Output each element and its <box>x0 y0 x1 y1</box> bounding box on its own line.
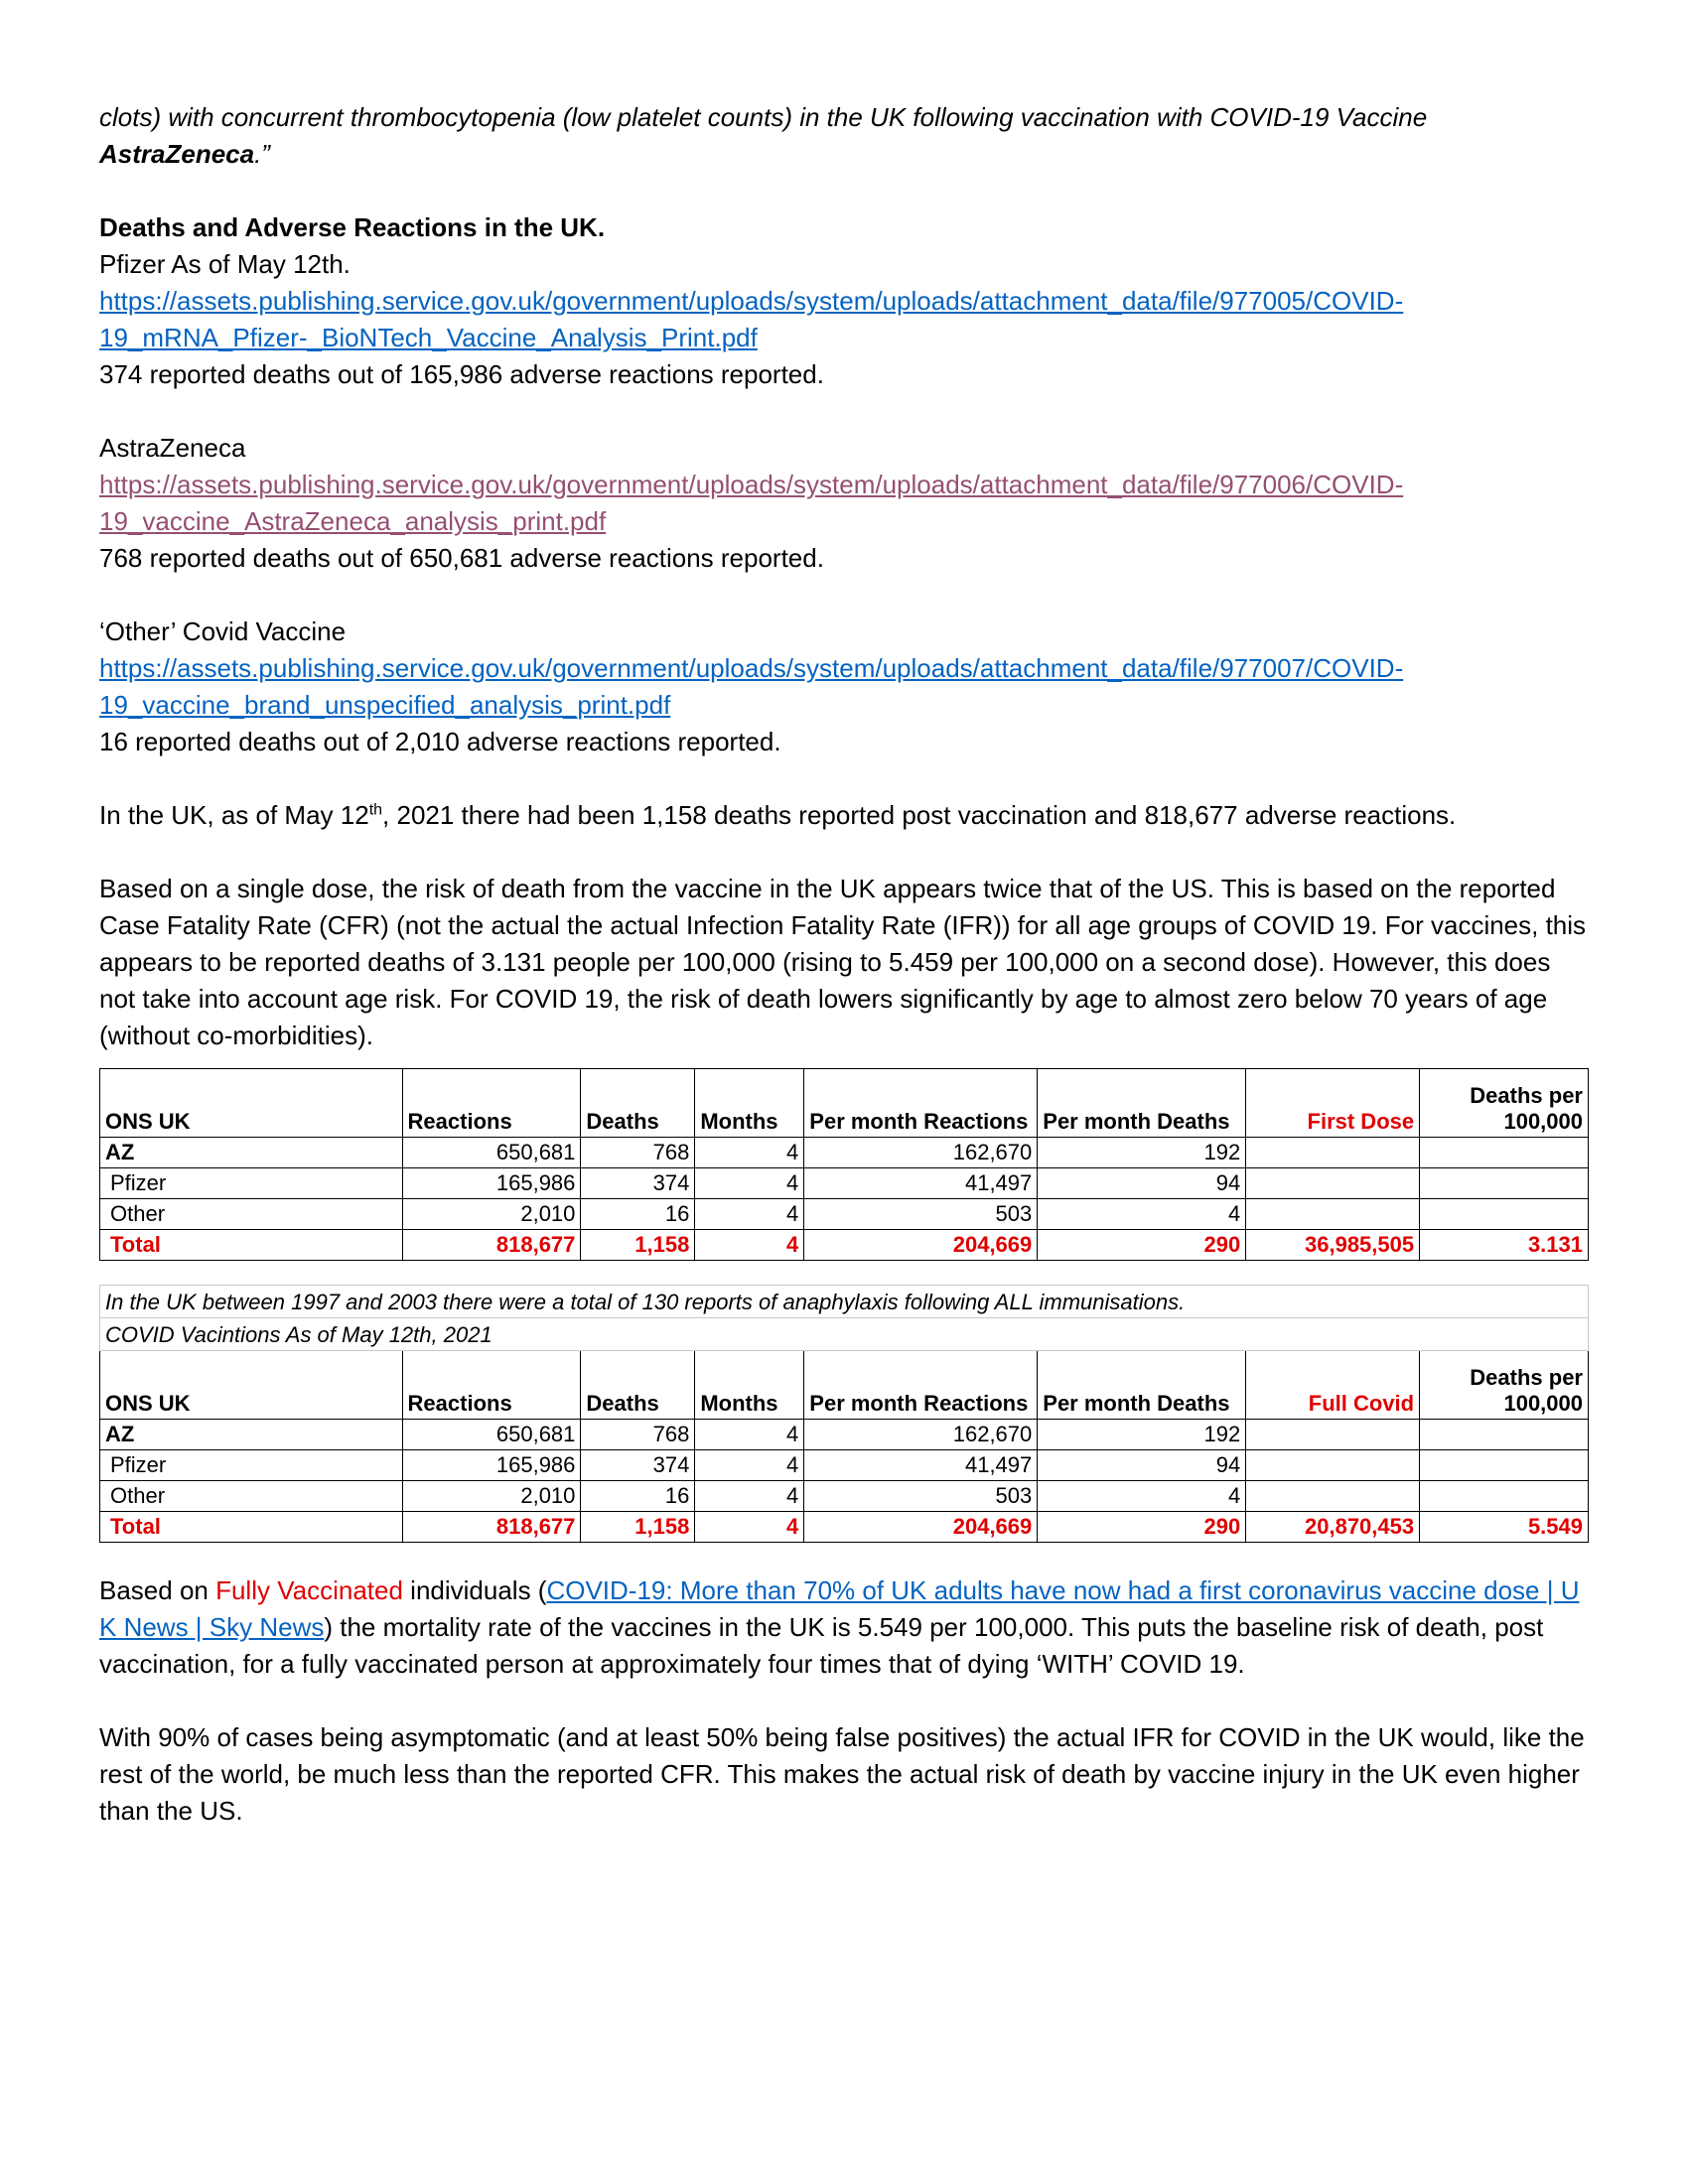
table-note-row <box>100 1318 1589 1351</box>
table-cell: 165,986 <box>402 1168 581 1199</box>
row-label: AZ <box>100 1420 403 1450</box>
table-cell: 204,669 <box>804 1230 1038 1261</box>
row-label: Total <box>100 1512 403 1543</box>
closing-paragraph-1 <box>99 1572 1589 1683</box>
quote-paragraph <box>99 99 1589 173</box>
table-cell <box>1246 1199 1420 1230</box>
table-cell: 818,677 <box>402 1230 581 1261</box>
table-cell: 4 <box>695 1420 804 1450</box>
table-header-row <box>100 1069 1589 1138</box>
header-cell: ONS UK <box>100 1069 403 1138</box>
closing-paragraph-2: With 90% of cases being asymptomatic (and at least 50% being false positives) the actual IFR for COVID in the UK would, like the rest of the world, be much less than the reported CFR. This makes the actual risk of death by vaccine injury in the UK even higher than the US. <box>99 1722 1585 1826</box>
table-cell: 204,669 <box>804 1512 1038 1543</box>
table-cell <box>1420 1420 1589 1450</box>
az-stats: 768 reported deaths out of 650,681 adverse reactions reported. <box>99 543 824 573</box>
pfizer-link[interactable] <box>99 286 1403 352</box>
fully-vaccinated-highlight: Fully Vaccinated <box>215 1575 403 1605</box>
sky-news-link[interactable]: COVID-19: More than 70% of UK adults have now had a first coronavirus vaccine dose | UK News | Sky News <box>99 1575 1580 1642</box>
other-link-line1: https://assets.publishing.service.gov.uk/government/uploads/system/uploads/attachment_data/file/977007/COVID- <box>99 653 1404 683</box>
table-cell <box>1420 1481 1589 1512</box>
table-cell: 818,677 <box>402 1512 581 1543</box>
table-cell: 503 <box>804 1199 1038 1230</box>
full-covid-table <box>99 1285 1589 1543</box>
table-cell: 4 <box>695 1450 804 1481</box>
table-cell: 768 <box>581 1138 695 1168</box>
table-cell: 290 <box>1038 1230 1246 1261</box>
other-link[interactable] <box>99 653 1403 720</box>
table-cell: 16 <box>581 1481 695 1512</box>
table-cell: 4 <box>1038 1199 1246 1230</box>
header-cell: Per month Deaths <box>1038 1351 1246 1420</box>
table-cell: 41,497 <box>804 1168 1038 1199</box>
table-cell: 650,681 <box>402 1138 581 1168</box>
first-dose-table <box>99 1068 1589 1261</box>
table-cell: 2,010 <box>402 1199 581 1230</box>
table-cell: 192 <box>1038 1138 1246 1168</box>
table-cell <box>1246 1138 1420 1168</box>
header-cell: Months <box>695 1069 804 1138</box>
table-cell <box>1420 1138 1589 1168</box>
row-label: AZ <box>100 1138 403 1168</box>
az-link-line1: https://assets.publishing.service.gov.uk/government/uploads/system/uploads/attachment_data/file/977006/COVID- <box>99 470 1404 499</box>
table-cell <box>1420 1168 1589 1199</box>
header-cell: Deaths per 100,000 <box>1420 1069 1589 1138</box>
table-cell: 4 <box>1038 1481 1246 1512</box>
header-cell: Per month Reactions <box>804 1351 1038 1420</box>
table-cell <box>1246 1481 1420 1512</box>
table-cell: 1,158 <box>581 1230 695 1261</box>
table-cell: 192 <box>1038 1420 1246 1450</box>
table-note-row <box>100 1286 1589 1318</box>
table-row <box>100 1199 1589 1230</box>
table-cell: 374 <box>581 1450 695 1481</box>
document-body <box>99 99 1589 1830</box>
table-cell <box>1420 1450 1589 1481</box>
row-label: Other <box>100 1481 403 1512</box>
az-label: AstraZeneca <box>99 433 246 463</box>
header-cell: ONS UK <box>100 1351 403 1420</box>
pfizer-link-block <box>99 283 1589 356</box>
summary-p1-rest: , 2021 there had been 1,158 deaths reported post vaccination and 818,677 adverse reactions. <box>382 800 1457 830</box>
row-label: Pfizer <box>100 1168 403 1199</box>
pfizer-stats: 374 reported deaths out of 165,986 adverse reactions reported. <box>99 359 824 389</box>
table-cell: 503 <box>804 1481 1038 1512</box>
header-cell: Deaths <box>581 1069 695 1138</box>
table-cell: 36,985,505 <box>1246 1230 1420 1261</box>
table-cell: 650,681 <box>402 1420 581 1450</box>
table-row <box>100 1481 1589 1512</box>
header-cell: Deaths <box>581 1351 695 1420</box>
header-cell: Per month Deaths <box>1038 1069 1246 1138</box>
closing-p1-mid: individuals ( <box>402 1575 547 1605</box>
other-stats: 16 reported deaths out of 2,010 adverse reactions reported. <box>99 727 781 756</box>
table-cell: 4 <box>695 1199 804 1230</box>
quote-text: clots) with concurrent thrombocytopenia (low platelet counts) in the UK following vaccination with COVID-19 Vaccine <box>99 102 1428 132</box>
pfizer-link-line1: https://assets.publishing.service.gov.uk/government/uploads/system/uploads/attachment_data/file/977005/COVID- <box>99 286 1404 316</box>
other-link-line2: 19_vaccine_brand_unspecified_analysis_print.pdf <box>99 690 671 720</box>
table-cell <box>1420 1199 1589 1230</box>
table-cell: 94 <box>1038 1168 1246 1199</box>
pfizer-link-line2: 19_mRNA_Pfizer-_BioNTech_Vaccine_Analysis_Print.pdf <box>99 323 758 352</box>
row-label: Pfizer <box>100 1450 403 1481</box>
row-label: Total <box>100 1230 403 1261</box>
header-cell: First Dose <box>1246 1069 1420 1138</box>
table-cell: 3.131 <box>1420 1230 1589 1261</box>
table-cell: 1,158 <box>581 1512 695 1543</box>
table-cell: 4 <box>695 1481 804 1512</box>
table-total-row <box>100 1512 1589 1543</box>
az-link-block <box>99 467 1589 540</box>
table-cell <box>1246 1420 1420 1450</box>
header-cell: Deaths per 100,000 <box>1420 1351 1589 1420</box>
summary-paragraph-1 <box>99 797 1589 834</box>
table-row <box>100 1420 1589 1450</box>
quote-end: .” <box>254 139 270 169</box>
summary-paragraph-2: Based on a single dose, the risk of death from the vaccine in the UK appears twice that of the US. This is based on the reported Case Fatality Rate (CFR) (not the actual the actual Infection Fatality Rate (IFR)) for all age groups of COVID 19. For vaccines, this appears to be reported deaths of 3.131 people per 100,000 (rising to 5.459 per 100,000 on a second dose). However, this does not take into account age risk. For COVID 19, the risk of death lowers significantly by age to almost zero below 70 years of age (without co-morbidities). <box>99 874 1587 1050</box>
vaccinations-note: COVID Vacintions As of May 12th, 2021 <box>100 1318 1589 1351</box>
other-link-block <box>99 650 1589 724</box>
header-cell: Reactions <box>402 1069 581 1138</box>
table-total-row <box>100 1230 1589 1261</box>
table-cell: 162,670 <box>804 1138 1038 1168</box>
header-cell: Months <box>695 1351 804 1420</box>
table-row <box>100 1450 1589 1481</box>
table-row <box>100 1168 1589 1199</box>
table-cell: 374 <box>581 1168 695 1199</box>
row-label: Other <box>100 1199 403 1230</box>
table-cell: 290 <box>1038 1512 1246 1543</box>
table-cell: 41,497 <box>804 1450 1038 1481</box>
table-cell: 2,010 <box>402 1481 581 1512</box>
table-cell: 20,870,453 <box>1246 1512 1420 1543</box>
header-cell: Reactions <box>402 1351 581 1420</box>
quote-brand: AstraZeneca <box>99 139 255 169</box>
table-cell: 94 <box>1038 1450 1246 1481</box>
closing-p1-text: Based on <box>99 1575 216 1605</box>
other-label: ‘Other’ Covid Vaccine <box>99 616 347 646</box>
table-cell <box>1246 1168 1420 1199</box>
table-cell: 165,986 <box>402 1450 581 1481</box>
table-cell: 162,670 <box>804 1420 1038 1450</box>
table-cell: 16 <box>581 1199 695 1230</box>
header-cell: Per month Reactions <box>804 1069 1038 1138</box>
closing-p1-rest: ) the mortality rate of the vaccines in the UK is 5.549 per 100,000. This puts the baseline risk of death, post vaccination, for a fully vaccinated person at approximately four times that of dying ‘WITH’ COVID 19. <box>99 1612 1544 1679</box>
section-heading: Deaths and Adverse Reactions in the UK. <box>99 212 606 242</box>
summary-p1-text: In the UK, as of May 12 <box>99 800 369 830</box>
table-cell: 4 <box>695 1230 804 1261</box>
table-cell: 4 <box>695 1512 804 1543</box>
anaphylaxis-note: In the UK between 1997 and 2003 there were a total of 130 reports of anaphylaxis following ALL immunisations. <box>100 1286 1589 1318</box>
table-cell: 5.549 <box>1420 1512 1589 1543</box>
az-link-line2: 19_vaccine_AstraZeneca_analysis_print.pdf <box>99 506 607 536</box>
table-cell: 4 <box>695 1168 804 1199</box>
table-row <box>100 1138 1589 1168</box>
az-link[interactable] <box>99 470 1403 536</box>
pfizer-label: Pfizer As of May 12th. <box>99 249 351 279</box>
summary-p1-sup: th <box>368 801 383 819</box>
table-cell: 4 <box>695 1138 804 1168</box>
table-cell <box>1246 1450 1420 1481</box>
table-header-row <box>100 1351 1589 1420</box>
table-cell: 768 <box>581 1420 695 1450</box>
header-cell: Full Covid <box>1246 1351 1420 1420</box>
